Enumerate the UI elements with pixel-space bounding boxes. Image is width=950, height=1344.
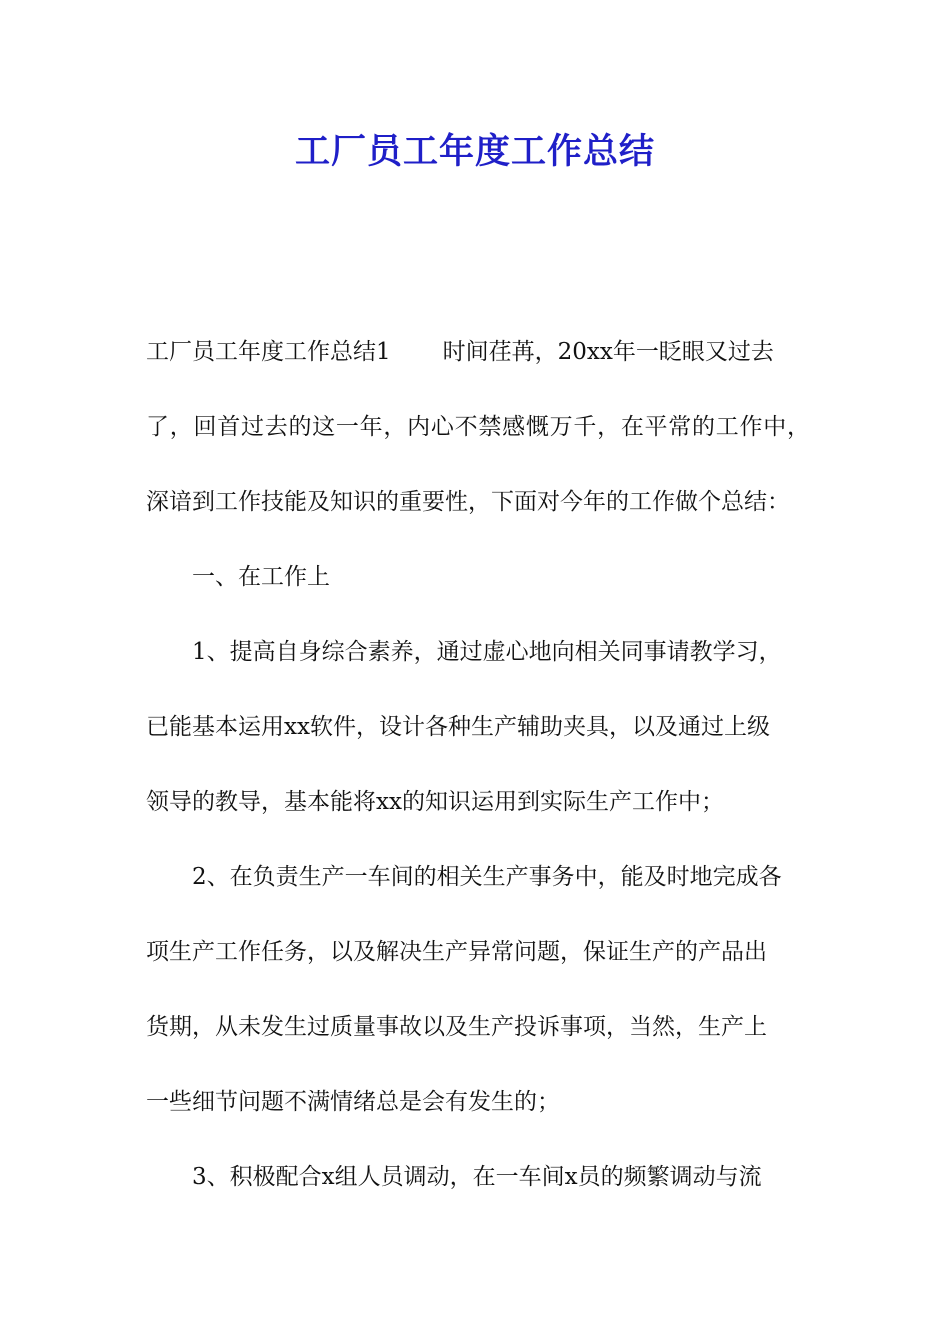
body-line: 3、积极配合x组人员调动，在一车间x员的频繁调动与流 — [192, 1164, 762, 1190]
body-line: 已能基本运用xx软件，设计各种生产辅助夹具，以及通过上级 — [146, 714, 770, 740]
body-line: 2、在负责生产一车间的相关生产事务中，能及时地完成各 — [192, 864, 782, 890]
body-text-span: 时间荏苒，20xx年一眨眼又过去 — [442, 339, 774, 365]
body-line: 深谙到工作技能及知识的重要性，下面对今年的工作做个总结： — [146, 489, 790, 515]
document-body — [146, 334, 810, 1234]
body-line: 货期，从未发生过质量事故以及生产投诉事项，当然，生产上 — [146, 1014, 767, 1040]
body-line: 一些细节问题不满情绪总是会有发生的； — [146, 1089, 560, 1115]
body-line: 领导的教导，基本能将xx的知识运用到实际生产工作中； — [146, 789, 724, 815]
section-heading: 一、在工作上 — [192, 564, 330, 590]
section-heading-inline: 工厂员工年度工作总结1 — [146, 339, 391, 365]
body-line: 了，回首过去的这一年，内心不禁感慨万千，在平常的工作中， — [146, 414, 810, 440]
body-line: 1、提高自身综合素养，通过虚心地向相关同事请教学习， — [192, 639, 782, 665]
document-title: 工厂员工年度工作总结 — [294, 132, 655, 172]
body-line: 项生产工作任务，以及解决生产异常问题，保证生产的产品出 — [146, 939, 767, 965]
body-line — [146, 334, 810, 371]
